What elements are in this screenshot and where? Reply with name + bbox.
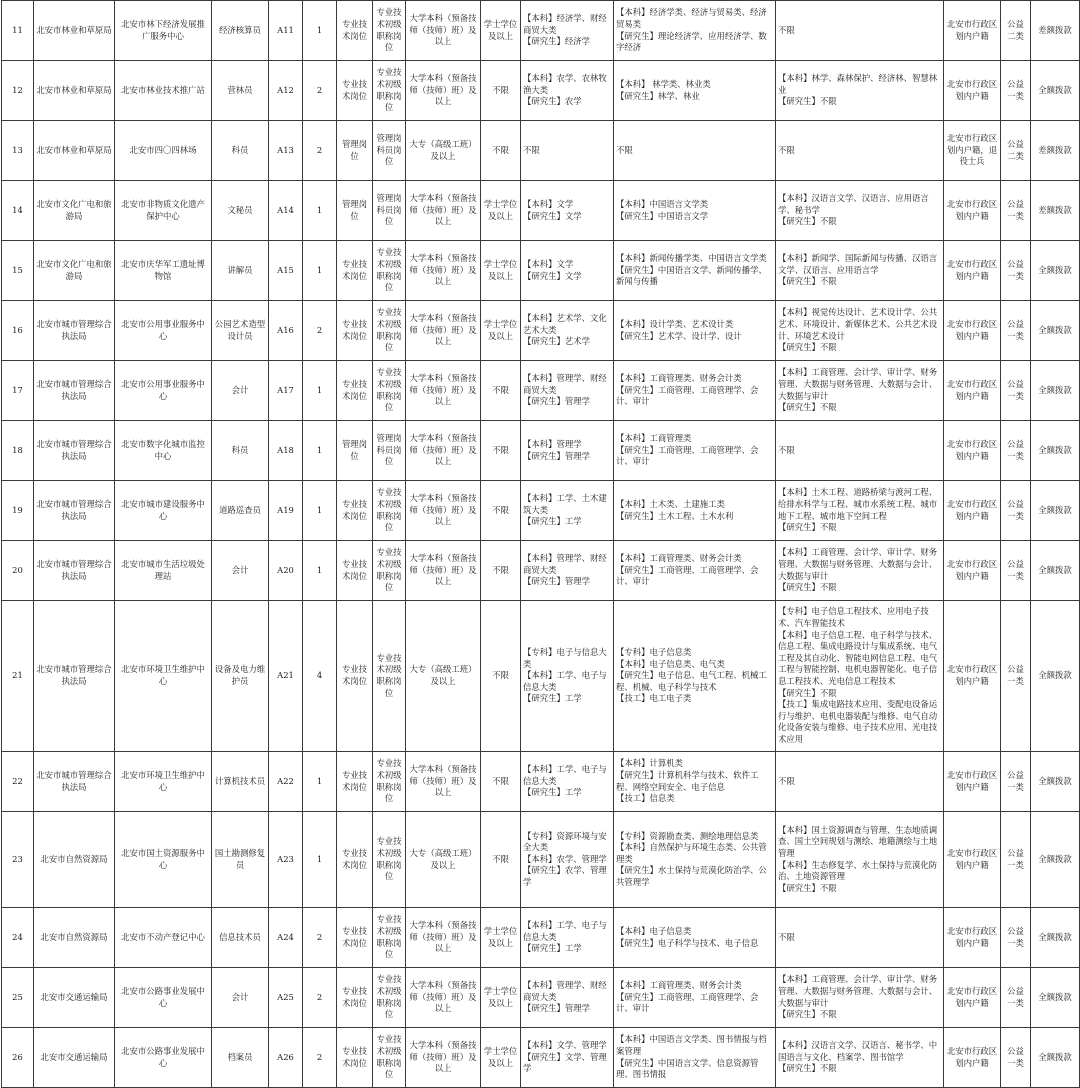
cell-degree: 不限 [481, 541, 521, 601]
cell-position-category: 专业技术岗位 [337, 1028, 373, 1088]
cell-education: 大学本科（预备技师（技师）班）及以上 [406, 1, 481, 61]
table-row [2, 601, 1080, 752]
cell-serial-number: 18 [2, 421, 34, 481]
table-row [2, 361, 1080, 421]
cell-position-code: A19 [269, 481, 303, 541]
cell-hiring-count: 1 [303, 241, 337, 301]
cell-serial-number: 23 [2, 812, 34, 908]
cell-position-category: 专业技术岗位 [337, 812, 373, 908]
cell-major-discipline: 【本科】文学 【研究生】文学 [521, 241, 614, 301]
cell-education: 大学本科（预备技师（技师）班）及以上 [406, 61, 481, 121]
cell-major-specific: 【本科】土木工程、道路桥梁与渡河工程、给排水科学与工程、城市水系统工程、城市地下工程、城市地下空间工程 【研究生】不限 [776, 481, 944, 541]
cell-funding-type: 全额拨款 [1031, 812, 1080, 908]
cell-employer-unit: 北安市林业技术推广站 [115, 61, 212, 121]
cell-serial-number: 15 [2, 241, 34, 301]
cell-major-class: 【本科】计算机类 【研究生】计算机科学与技术、软件工程、网络空间安全、电子信息 【技工】信息类 [614, 752, 776, 812]
cell-position-name: 科员 [212, 121, 269, 181]
cell-employer-unit: 北安市城市生活垃圾处理站 [115, 541, 212, 601]
cell-unit-nature: 公益二类 [1001, 1, 1031, 61]
table-row [2, 121, 1080, 181]
cell-unit-nature: 公益一类 [1001, 241, 1031, 301]
cell-household-requirement: 北安市行政区划内户籍 [944, 421, 1001, 481]
cell-major-class: 【本科】电子信息类 【研究生】电子科学与技术、电子信息 [614, 908, 776, 968]
cell-funding-type: 全额拨款 [1031, 908, 1080, 968]
cell-position-category: 专业技术岗位 [337, 481, 373, 541]
cell-major-specific: 不限 [776, 752, 944, 812]
cell-household-requirement: 北安市行政区划内户籍 [944, 908, 1001, 968]
cell-position-level: 专业技术初级职称岗位 [373, 61, 406, 121]
cell-position-category: 专业技术岗位 [337, 752, 373, 812]
cell-household-requirement: 北安市行政区划内户籍 [944, 181, 1001, 241]
cell-department: 北安市自然资源局 [34, 908, 115, 968]
cell-degree: 不限 [481, 601, 521, 752]
cell-position-name: 会计 [212, 541, 269, 601]
cell-degree: 不限 [481, 481, 521, 541]
cell-hiring-count: 1 [303, 181, 337, 241]
cell-major-class: 【本科】中国语言文学类、图书情报与档案管理 【研究生】中国语言文学、信息资源管理、图书情报 [614, 1028, 776, 1088]
cell-major-class: 【本科】土木类、土建施工类 【研究生】土木工程、土木水利 [614, 481, 776, 541]
cell-unit-nature: 公益一类 [1001, 541, 1031, 601]
cell-position-code: A21 [269, 601, 303, 752]
cell-hiring-count: 2 [303, 908, 337, 968]
cell-employer-unit: 北安市庆华军工遗址博物馆 [115, 241, 212, 301]
cell-hiring-count: 1 [303, 752, 337, 812]
cell-unit-nature: 公益一类 [1001, 301, 1031, 361]
cell-position-name: 国土勘测修复员 [212, 812, 269, 908]
cell-major-class: 【本科】工商管理类、财务会计类 【研究生】工商管理、工商管理学、会计、审计 [614, 968, 776, 1028]
cell-degree: 学士学位及以上 [481, 968, 521, 1028]
cell-degree: 不限 [481, 121, 521, 181]
cell-major-discipline: 【本科】艺术学、文化艺术大类 【研究生】艺术学 [521, 301, 614, 361]
cell-position-code: A24 [269, 908, 303, 968]
cell-major-specific: 【本科】工商管理、会计学、审计学、财务管理、大数据与财务管理、大数据与会计、大数据与审计 【研究生】不限 [776, 541, 944, 601]
cell-serial-number: 19 [2, 481, 34, 541]
cell-department: 北安市城市管理综合执法局 [34, 481, 115, 541]
cell-position-code: A11 [269, 1, 303, 61]
cell-position-category: 专业技术岗位 [337, 968, 373, 1028]
cell-household-requirement: 北安市行政区划内户籍 [944, 601, 1001, 752]
cell-unit-nature: 公益一类 [1001, 421, 1031, 481]
cell-unit-nature: 公益一类 [1001, 1028, 1031, 1088]
cell-major-class: 【本科】 林学类、林业类 【研究生】林学、林业 [614, 61, 776, 121]
cell-department: 北安市林业和草原局 [34, 121, 115, 181]
cell-household-requirement: 北安市行政区划内户籍 [944, 241, 1001, 301]
cell-position-category: 管理岗位 [337, 121, 373, 181]
table-row [2, 968, 1080, 1028]
cell-household-requirement: 北安市行政区划内户籍 [944, 481, 1001, 541]
cell-position-category: 专业技术岗位 [337, 908, 373, 968]
cell-position-code: A26 [269, 1028, 303, 1088]
cell-position-name: 会计 [212, 361, 269, 421]
cell-position-code: A14 [269, 181, 303, 241]
cell-funding-type: 全额拨款 [1031, 301, 1080, 361]
cell-department: 北安市文化广电和旅游局 [34, 241, 115, 301]
cell-position-code: A22 [269, 752, 303, 812]
cell-education: 大学本科（预备技师（技师）班）及以上 [406, 908, 481, 968]
cell-position-level: 专业技术初级职称岗位 [373, 1028, 406, 1088]
cell-department: 北安市林业和草原局 [34, 1, 115, 61]
cell-household-requirement: 北安市行政区划内户籍 [944, 301, 1001, 361]
cell-degree: 不限 [481, 812, 521, 908]
table-row [2, 481, 1080, 541]
table-row [2, 752, 1080, 812]
cell-hiring-count: 2 [303, 968, 337, 1028]
cell-position-name: 档案员 [212, 1028, 269, 1088]
cell-major-specific: 【本科】工商管理、会计学、审计学、财务管理、大数据与财务管理、大数据与会计、大数据与审计 【研究生】不限 [776, 361, 944, 421]
cell-degree: 不限 [481, 752, 521, 812]
cell-hiring-count: 2 [303, 1028, 337, 1088]
cell-department: 北安市城市管理综合执法局 [34, 752, 115, 812]
cell-position-level: 专业技术初级职称岗位 [373, 968, 406, 1028]
cell-degree: 学士学位及以上 [481, 181, 521, 241]
cell-position-name: 文秘员 [212, 181, 269, 241]
cell-education: 大学本科（预备技师（技师）班）及以上 [406, 541, 481, 601]
table-row [2, 812, 1080, 908]
cell-position-level: 专业技术初级职称岗位 [373, 752, 406, 812]
cell-major-discipline: 【本科】管理学、财经商贸大类 【研究生】管理学 [521, 968, 614, 1028]
cell-position-name: 营林员 [212, 61, 269, 121]
cell-major-discipline: 不限 [521, 121, 614, 181]
cell-unit-nature: 公益一类 [1001, 181, 1031, 241]
cell-education: 大学本科（预备技师（技师）班）及以上 [406, 968, 481, 1028]
cell-serial-number: 22 [2, 752, 34, 812]
cell-position-code: A17 [269, 361, 303, 421]
cell-position-name: 计算机技术员 [212, 752, 269, 812]
cell-unit-nature: 公益一类 [1001, 481, 1031, 541]
cell-major-class: 【专科】电子信息类 【本科】电子信息类、电气类 【研究生】电子信息、电气工程、机械工程、机械、电子科学与技术 【技工】电工电子类 [614, 601, 776, 752]
cell-employer-unit: 北安市四〇四林场 [115, 121, 212, 181]
cell-employer-unit: 北安市数字化城市监控中心 [115, 421, 212, 481]
cell-position-category: 管理岗位 [337, 421, 373, 481]
cell-serial-number: 25 [2, 968, 34, 1028]
cell-major-specific: 【专科】电子信息工程技术、应用电子技术、汽车智能技术 【本科】电子信息工程、电子科学与技术、信息工程、集成电路设计与集成系统、电气工程及其自动化、智能电网信息工程、电气工程与智能控制、电机电器智能化、电子信息工程技术、光电信息工程技术 【研究生】不限 【技工】集成电路技术应用、变配电设备运行与维护、电机电器装配与维修、电气自动化设备安装与维修、电子技术应用、光电技术应用 [776, 601, 944, 752]
cell-funding-type: 全额拨款 [1031, 361, 1080, 421]
cell-position-category: 专业技术岗位 [337, 1, 373, 61]
cell-funding-type: 全额拨款 [1031, 752, 1080, 812]
cell-employer-unit: 北安市公路事业发展中心 [115, 968, 212, 1028]
cell-position-level: 专业技术初级职称岗位 [373, 1, 406, 61]
cell-major-specific: 【本科】视觉传达设计、艺术设计学、公共艺术、环境设计、新媒体艺术、公共艺术设计、环境艺术设计 【研究生】不限 [776, 301, 944, 361]
cell-funding-type: 全额拨款 [1031, 601, 1080, 752]
cell-education: 大学本科（预备技师（技师）班）及以上 [406, 752, 481, 812]
cell-degree: 学士学位及以上 [481, 241, 521, 301]
cell-major-discipline: 【专科】电子与信息大类 【本科】工学、电子与信息大类 【研究生】工学 [521, 601, 614, 752]
table-row [2, 1028, 1080, 1088]
table-row [2, 541, 1080, 601]
cell-employer-unit: 北安市国土资源服务中心 [115, 812, 212, 908]
cell-major-specific: 【本科】汉语言文学、汉语言、秘书学、中国语言与文化、档案学、图书馆学 【研究生】不限 [776, 1028, 944, 1088]
cell-department: 北安市文化广电和旅游局 [34, 181, 115, 241]
cell-education: 大学本科（预备技师（技师）班）及以上 [406, 481, 481, 541]
cell-position-level: 专业技术初级职称岗位 [373, 481, 406, 541]
cell-unit-nature: 公益一类 [1001, 968, 1031, 1028]
job-positions-table [1, 0, 1080, 1088]
cell-hiring-count: 1 [303, 1, 337, 61]
cell-hiring-count: 1 [303, 421, 337, 481]
cell-department: 北安市城市管理综合执法局 [34, 301, 115, 361]
cell-household-requirement: 北安市行政区划内户籍 [944, 1, 1001, 61]
cell-position-level: 管理岗科员岗位 [373, 121, 406, 181]
cell-funding-type: 差额拨款 [1031, 121, 1080, 181]
cell-employer-unit: 北安市环境卫生维护中心 [115, 601, 212, 752]
cell-hiring-count: 1 [303, 481, 337, 541]
cell-serial-number: 14 [2, 181, 34, 241]
cell-major-class: 【本科】工商管理类、财务会计类 【研究生】工商管理、工商管理学、会计、审计 [614, 541, 776, 601]
cell-position-name: 讲解员 [212, 241, 269, 301]
cell-education: 大专（高级工班）及以上 [406, 812, 481, 908]
cell-position-level: 专业技术初级职称岗位 [373, 361, 406, 421]
cell-position-level: 专业技术初级职称岗位 [373, 908, 406, 968]
cell-employer-unit: 北安市不动产登记中心 [115, 908, 212, 968]
cell-major-specific: 不限 [776, 908, 944, 968]
cell-position-level: 专业技术初级职称岗位 [373, 601, 406, 752]
cell-major-specific: 【本科】林学、森林保护、经济林、智慧林业 【研究生】不限 [776, 61, 944, 121]
cell-major-discipline: 【本科】管理学、财经商贸大类 【研究生】管理学 [521, 361, 614, 421]
cell-department: 北安市交通运输局 [34, 1028, 115, 1088]
cell-household-requirement: 北安市行政区划内户籍 [944, 1028, 1001, 1088]
cell-position-name: 经济核算员 [212, 1, 269, 61]
cell-department: 北安市城市管理综合执法局 [34, 601, 115, 752]
table-row [2, 241, 1080, 301]
cell-funding-type: 差额拨款 [1031, 1, 1080, 61]
cell-unit-nature: 公益一类 [1001, 601, 1031, 752]
cell-major-discipline: 【本科】文学 【研究生】文学 [521, 181, 614, 241]
cell-serial-number: 11 [2, 1, 34, 61]
cell-department: 北安市城市管理综合执法局 [34, 541, 115, 601]
table-row [2, 908, 1080, 968]
cell-serial-number: 16 [2, 301, 34, 361]
cell-position-category: 专业技术岗位 [337, 541, 373, 601]
cell-position-level: 专业技术初级职称岗位 [373, 812, 406, 908]
cell-major-class: 【本科】经济学类、经济与贸易类、经济贸易类 【研究生】理论经济学、应用经济学、数字经济 [614, 1, 776, 61]
cell-education: 大学本科（预备技师（技师）班）及以上 [406, 301, 481, 361]
cell-position-level: 管理岗科员岗位 [373, 421, 406, 481]
cell-position-name: 会计 [212, 968, 269, 1028]
cell-position-level: 专业技术初级职称岗位 [373, 541, 406, 601]
cell-serial-number: 26 [2, 1028, 34, 1088]
cell-household-requirement: 北安市行政区划内户籍，退役士兵 [944, 121, 1001, 181]
cell-major-class: 【本科】中国语言文学类 【研究生】中国语言文学 [614, 181, 776, 241]
cell-education: 大专（高级工班）及以上 [406, 121, 481, 181]
cell-department: 北安市交通运输局 [34, 968, 115, 1028]
cell-position-code: A20 [269, 541, 303, 601]
cell-education: 大学本科（预备技师（技师）班）及以上 [406, 181, 481, 241]
cell-degree: 学士学位及以上 [481, 1, 521, 61]
cell-major-class: 【本科】工商管理类 【研究生】工商管理、工商管理学、会计、审计 [614, 421, 776, 481]
cell-hiring-count: 1 [303, 361, 337, 421]
cell-household-requirement: 北安市行政区划内户籍 [944, 541, 1001, 601]
cell-serial-number: 17 [2, 361, 34, 421]
cell-household-requirement: 北安市行政区划内户籍 [944, 812, 1001, 908]
cell-funding-type: 全额拨款 [1031, 421, 1080, 481]
cell-major-discipline: 【专科】资源环境与安全大类 【本科】农学、管理学 【研究生】农学、管理学 [521, 812, 614, 908]
cell-major-discipline: 【本科】工学、电子与信息大类 【研究生】工学 [521, 908, 614, 968]
cell-hiring-count: 1 [303, 812, 337, 908]
cell-funding-type: 差额拨款 [1031, 181, 1080, 241]
cell-funding-type: 全额拨款 [1031, 481, 1080, 541]
cell-funding-type: 全额拨款 [1031, 968, 1080, 1028]
cell-position-code: A15 [269, 241, 303, 301]
cell-household-requirement: 北安市行政区划内户籍 [944, 752, 1001, 812]
cell-position-code: A18 [269, 421, 303, 481]
cell-degree: 不限 [481, 361, 521, 421]
table-body [2, 1, 1080, 1088]
cell-major-specific: 【本科】新闻学、国际新闻与传播、汉语言文学、汉语言、应用语言学 【研究生】不限 [776, 241, 944, 301]
cell-household-requirement: 北安市行政区划内户籍 [944, 968, 1001, 1028]
cell-position-category: 专业技术岗位 [337, 241, 373, 301]
cell-position-name: 设备及电力维护员 [212, 601, 269, 752]
cell-major-specific: 不限 [776, 1, 944, 61]
cell-employer-unit: 北安市公路事业发展中心 [115, 1028, 212, 1088]
cell-position-level: 专业技术初级职称岗位 [373, 301, 406, 361]
cell-degree: 学士学位及以上 [481, 908, 521, 968]
cell-department: 北安市城市管理综合执法局 [34, 421, 115, 481]
cell-major-class: 不限 [614, 121, 776, 181]
cell-position-category: 专业技术岗位 [337, 361, 373, 421]
cell-position-code: A12 [269, 61, 303, 121]
cell-hiring-count: 2 [303, 121, 337, 181]
cell-unit-nature: 公益二类 [1001, 121, 1031, 181]
cell-employer-unit: 北安市公用事业服务中心 [115, 361, 212, 421]
cell-major-discipline: 【本科】文学、管理学 【研究生】文学、管理学 [521, 1028, 614, 1088]
cell-education: 大专（高级工班）及以上 [406, 601, 481, 752]
cell-major-specific: 【本科】国土资源调查与管理、生态地质调查、国土空间规划与测绘、地籍测绘与土地管理 【本科】生态修复学、水土保持与荒漠化防治、土地资源管理 【研究生】不限 [776, 812, 944, 908]
cell-major-discipline: 【本科】工学、土木建筑大类 【研究生】工学 [521, 481, 614, 541]
cell-employer-unit: 北安市城市建设服务中心 [115, 481, 212, 541]
cell-serial-number: 24 [2, 908, 34, 968]
cell-major-class: 【专科】资源勘查类、测绘地理信息类 【本科】自然保护与环境生态类、公共管理类 【研究生】水土保持与荒漠化防治学、公共管理学 [614, 812, 776, 908]
cell-position-code: A23 [269, 812, 303, 908]
cell-employer-unit: 北安市非物质文化遗产保护中心 [115, 181, 212, 241]
table-row [2, 181, 1080, 241]
cell-department: 北安市城市管理综合执法局 [34, 361, 115, 421]
cell-position-code: A25 [269, 968, 303, 1028]
table-row [2, 61, 1080, 121]
cell-position-name: 科员 [212, 421, 269, 481]
cell-serial-number: 21 [2, 601, 34, 752]
cell-major-specific: 【本科】汉语言文学、汉语言、应用语言学、秘书学 【研究生】不限 [776, 181, 944, 241]
cell-household-requirement: 北安市行政区划内户籍 [944, 361, 1001, 421]
cell-education: 大学本科（预备技师（技师）班）及以上 [406, 361, 481, 421]
cell-household-requirement: 北安市行政区划内户籍 [944, 61, 1001, 121]
cell-position-code: A13 [269, 121, 303, 181]
cell-unit-nature: 公益一类 [1001, 908, 1031, 968]
cell-employer-unit: 北安市环境卫生维护中心 [115, 752, 212, 812]
cell-position-code: A16 [269, 301, 303, 361]
table-row [2, 421, 1080, 481]
cell-education: 大学本科（预备技师（技师）班）及以上 [406, 241, 481, 301]
cell-position-category: 专业技术岗位 [337, 601, 373, 752]
cell-major-discipline: 【本科】农学、农林牧渔大类 【研究生】农学 [521, 61, 614, 121]
cell-hiring-count: 4 [303, 601, 337, 752]
cell-position-category: 专业技术岗位 [337, 61, 373, 121]
cell-major-specific: 【本科】工商管理、会计学、审计学、财务管理、大数据与财务管理、大数据与会计、大数据与审计 【研究生】不限 [776, 968, 944, 1028]
cell-employer-unit: 北安市林下经济发展推广服务中心 [115, 1, 212, 61]
cell-position-name: 道路巡查员 [212, 481, 269, 541]
cell-major-specific: 不限 [776, 421, 944, 481]
cell-major-class: 【本科】新闻传播学类、中国语言文学类 【研究生】中国语言文学、新闻传播学、新闻与传播 [614, 241, 776, 301]
cell-serial-number: 13 [2, 121, 34, 181]
cell-position-level: 管理岗科员岗位 [373, 181, 406, 241]
cell-unit-nature: 公益一类 [1001, 61, 1031, 121]
cell-hiring-count: 1 [303, 541, 337, 601]
cell-position-category: 管理岗位 [337, 181, 373, 241]
cell-position-level: 专业技术初级职称岗位 [373, 241, 406, 301]
cell-major-specific: 不限 [776, 121, 944, 181]
cell-degree: 学士学位及以上 [481, 1028, 521, 1088]
cell-hiring-count: 2 [303, 61, 337, 121]
cell-major-class: 【本科】设计学类、艺术设计类 【研究生】艺术学、设计学、设计 [614, 301, 776, 361]
cell-employer-unit: 北安市公用事业服务中心 [115, 301, 212, 361]
cell-position-name: 信息技术员 [212, 908, 269, 968]
cell-major-discipline: 【本科】经济学、财经商贸大类 【研究生】经济学 [521, 1, 614, 61]
cell-major-discipline: 【本科】工学、电子与信息大类 【研究生】工学 [521, 752, 614, 812]
cell-funding-type: 全额拨款 [1031, 541, 1080, 601]
cell-position-name: 公园艺术造型设计员 [212, 301, 269, 361]
cell-unit-nature: 公益一类 [1001, 812, 1031, 908]
cell-unit-nature: 公益一类 [1001, 361, 1031, 421]
cell-position-category: 专业技术岗位 [337, 301, 373, 361]
table-row [2, 301, 1080, 361]
cell-education: 大学本科（预备技师（技师）班）及以上 [406, 1028, 481, 1088]
cell-degree: 不限 [481, 61, 521, 121]
cell-major-discipline: 【本科】管理学、财经商贸大类 【研究生】管理学 [521, 541, 614, 601]
cell-major-discipline: 【本科】管理学 【研究生】管理学 [521, 421, 614, 481]
cell-degree: 学士学位及以上 [481, 301, 521, 361]
cell-major-class: 【本科】工商管理类、财务会计类 【研究生】工商管理、工商管理学、会计、审计 [614, 361, 776, 421]
cell-serial-number: 20 [2, 541, 34, 601]
cell-funding-type: 全额拨款 [1031, 241, 1080, 301]
cell-unit-nature: 公益一类 [1001, 752, 1031, 812]
cell-serial-number: 12 [2, 61, 34, 121]
cell-hiring-count: 2 [303, 301, 337, 361]
table-row [2, 1, 1080, 61]
cell-degree: 不限 [481, 421, 521, 481]
cell-funding-type: 全额拨款 [1031, 61, 1080, 121]
cell-department: 北安市林业和草原局 [34, 61, 115, 121]
cell-education: 大学本科（预备技师（技师）班）及以上 [406, 421, 481, 481]
cell-department: 北安市自然资源局 [34, 812, 115, 908]
cell-funding-type: 全额拨款 [1031, 1028, 1080, 1088]
